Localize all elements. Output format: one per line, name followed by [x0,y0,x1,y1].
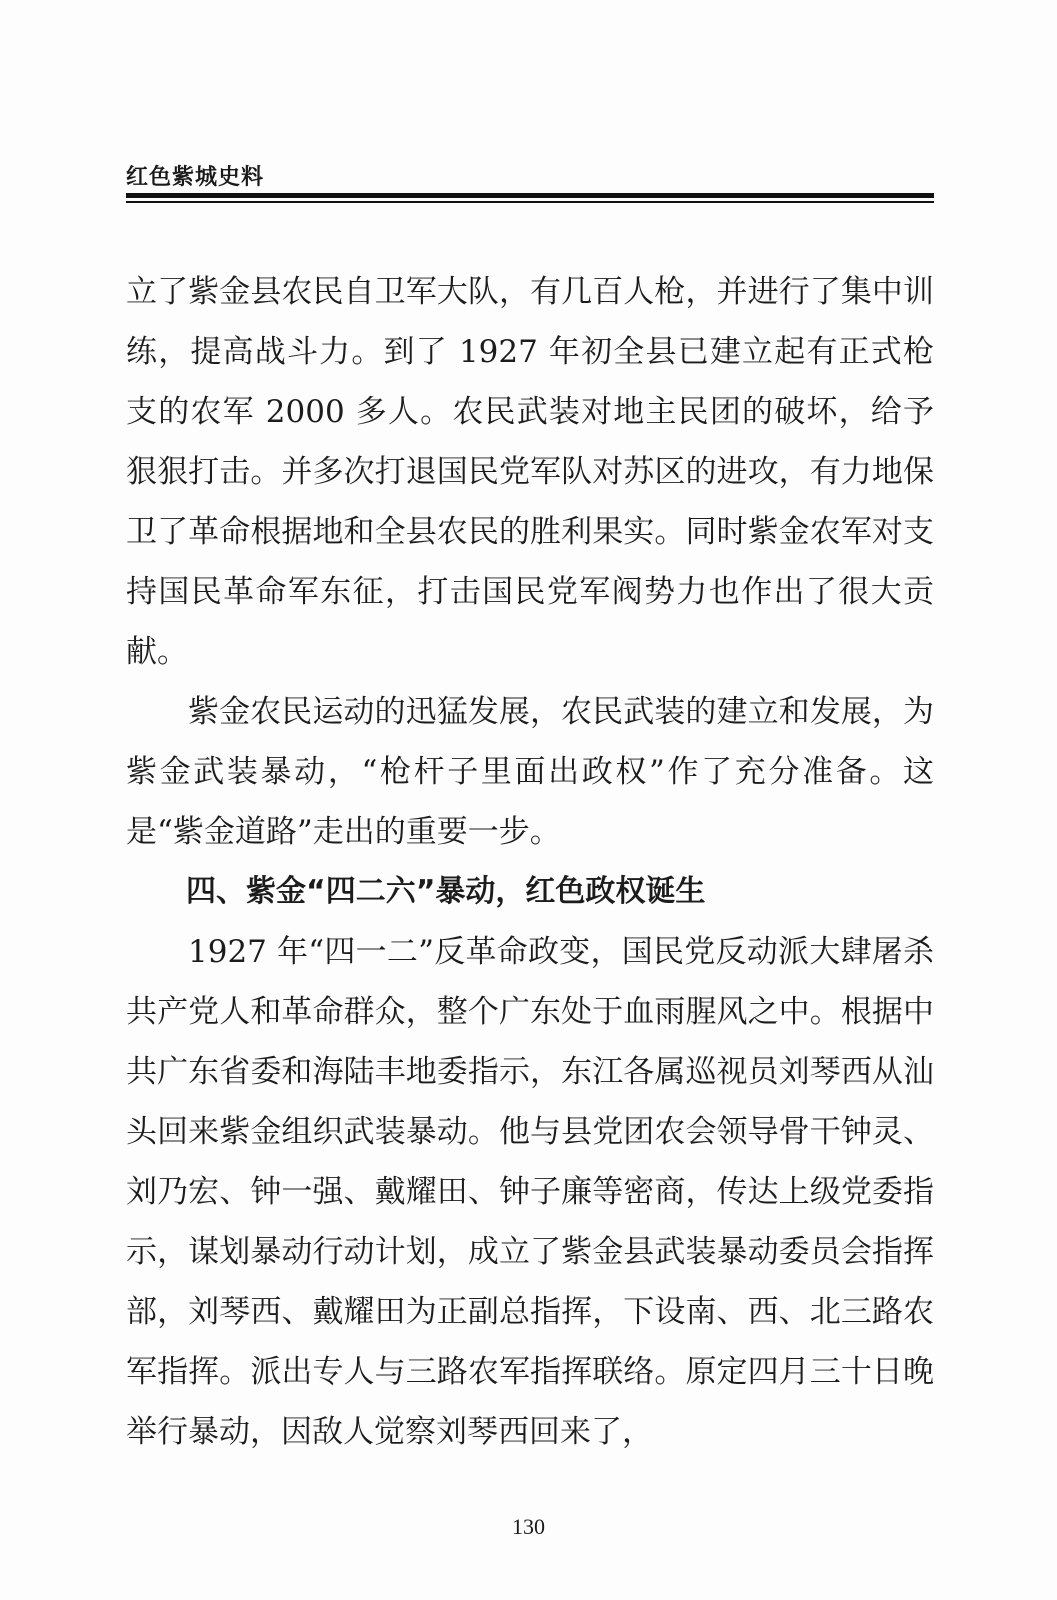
body-text [126,262,934,1462]
header-rule-thick [126,193,934,198]
page-number: 130 [512,1514,545,1539]
paragraph-1: 立了紫金县农民自卫军大队，有几百人枪，并进行了集中训练，提高战斗力。到了 1927 年初全县已建立起有正式枪支的农军 2000 多人。农民武装对地主民团的破坏，给予狠狠打击。并多次打退国民党军队对苏区的进攻，有力地保卫了革命根据地和全县农民的胜利果实。同时紫金农军对支持国民革命军东征，打击国民党军阀势力也作出了很大贡献。 [126,274,934,670]
paragraph-2: 紫金农民运动的迅猛发展，农民武装的建立和发展，为紫金武装暴动，“枪杆子里面出政权”作了充分准备。这是“紫金道路”走出的重要一步。 [126,694,934,850]
section-heading: 四、紫金“四二六”暴动，红色政权诞生 [186,874,706,909]
header-rule-thin [126,201,934,203]
paragraph-3: 1927 年“四一二”反革命政变，国民党反动派大肆屠杀共产党人和革命群众，整个广东处于血雨腥风之中。根据中共广东省委和海陆丰地委指示，东江各属巡视员刘琴西从汕头回来紫金组织武装暴动。他与县党团农会领导骨干钟灵、刘乃宏、钟一强、戴耀田、钟子廉等密商，传达上级党委指示，谋划暴动行动计划，成立了紫金县武装暴动委员会指挥部，刘琴西、戴耀田为正副总指挥，下设南、西、北三路农军指挥。派出专人与三路农军指挥联络。原定四月三十日晚举行暴动，因敌人觉察刘琴西回来了， [126,934,934,1450]
running-head-title: 红色紫城史料 [126,165,265,190]
